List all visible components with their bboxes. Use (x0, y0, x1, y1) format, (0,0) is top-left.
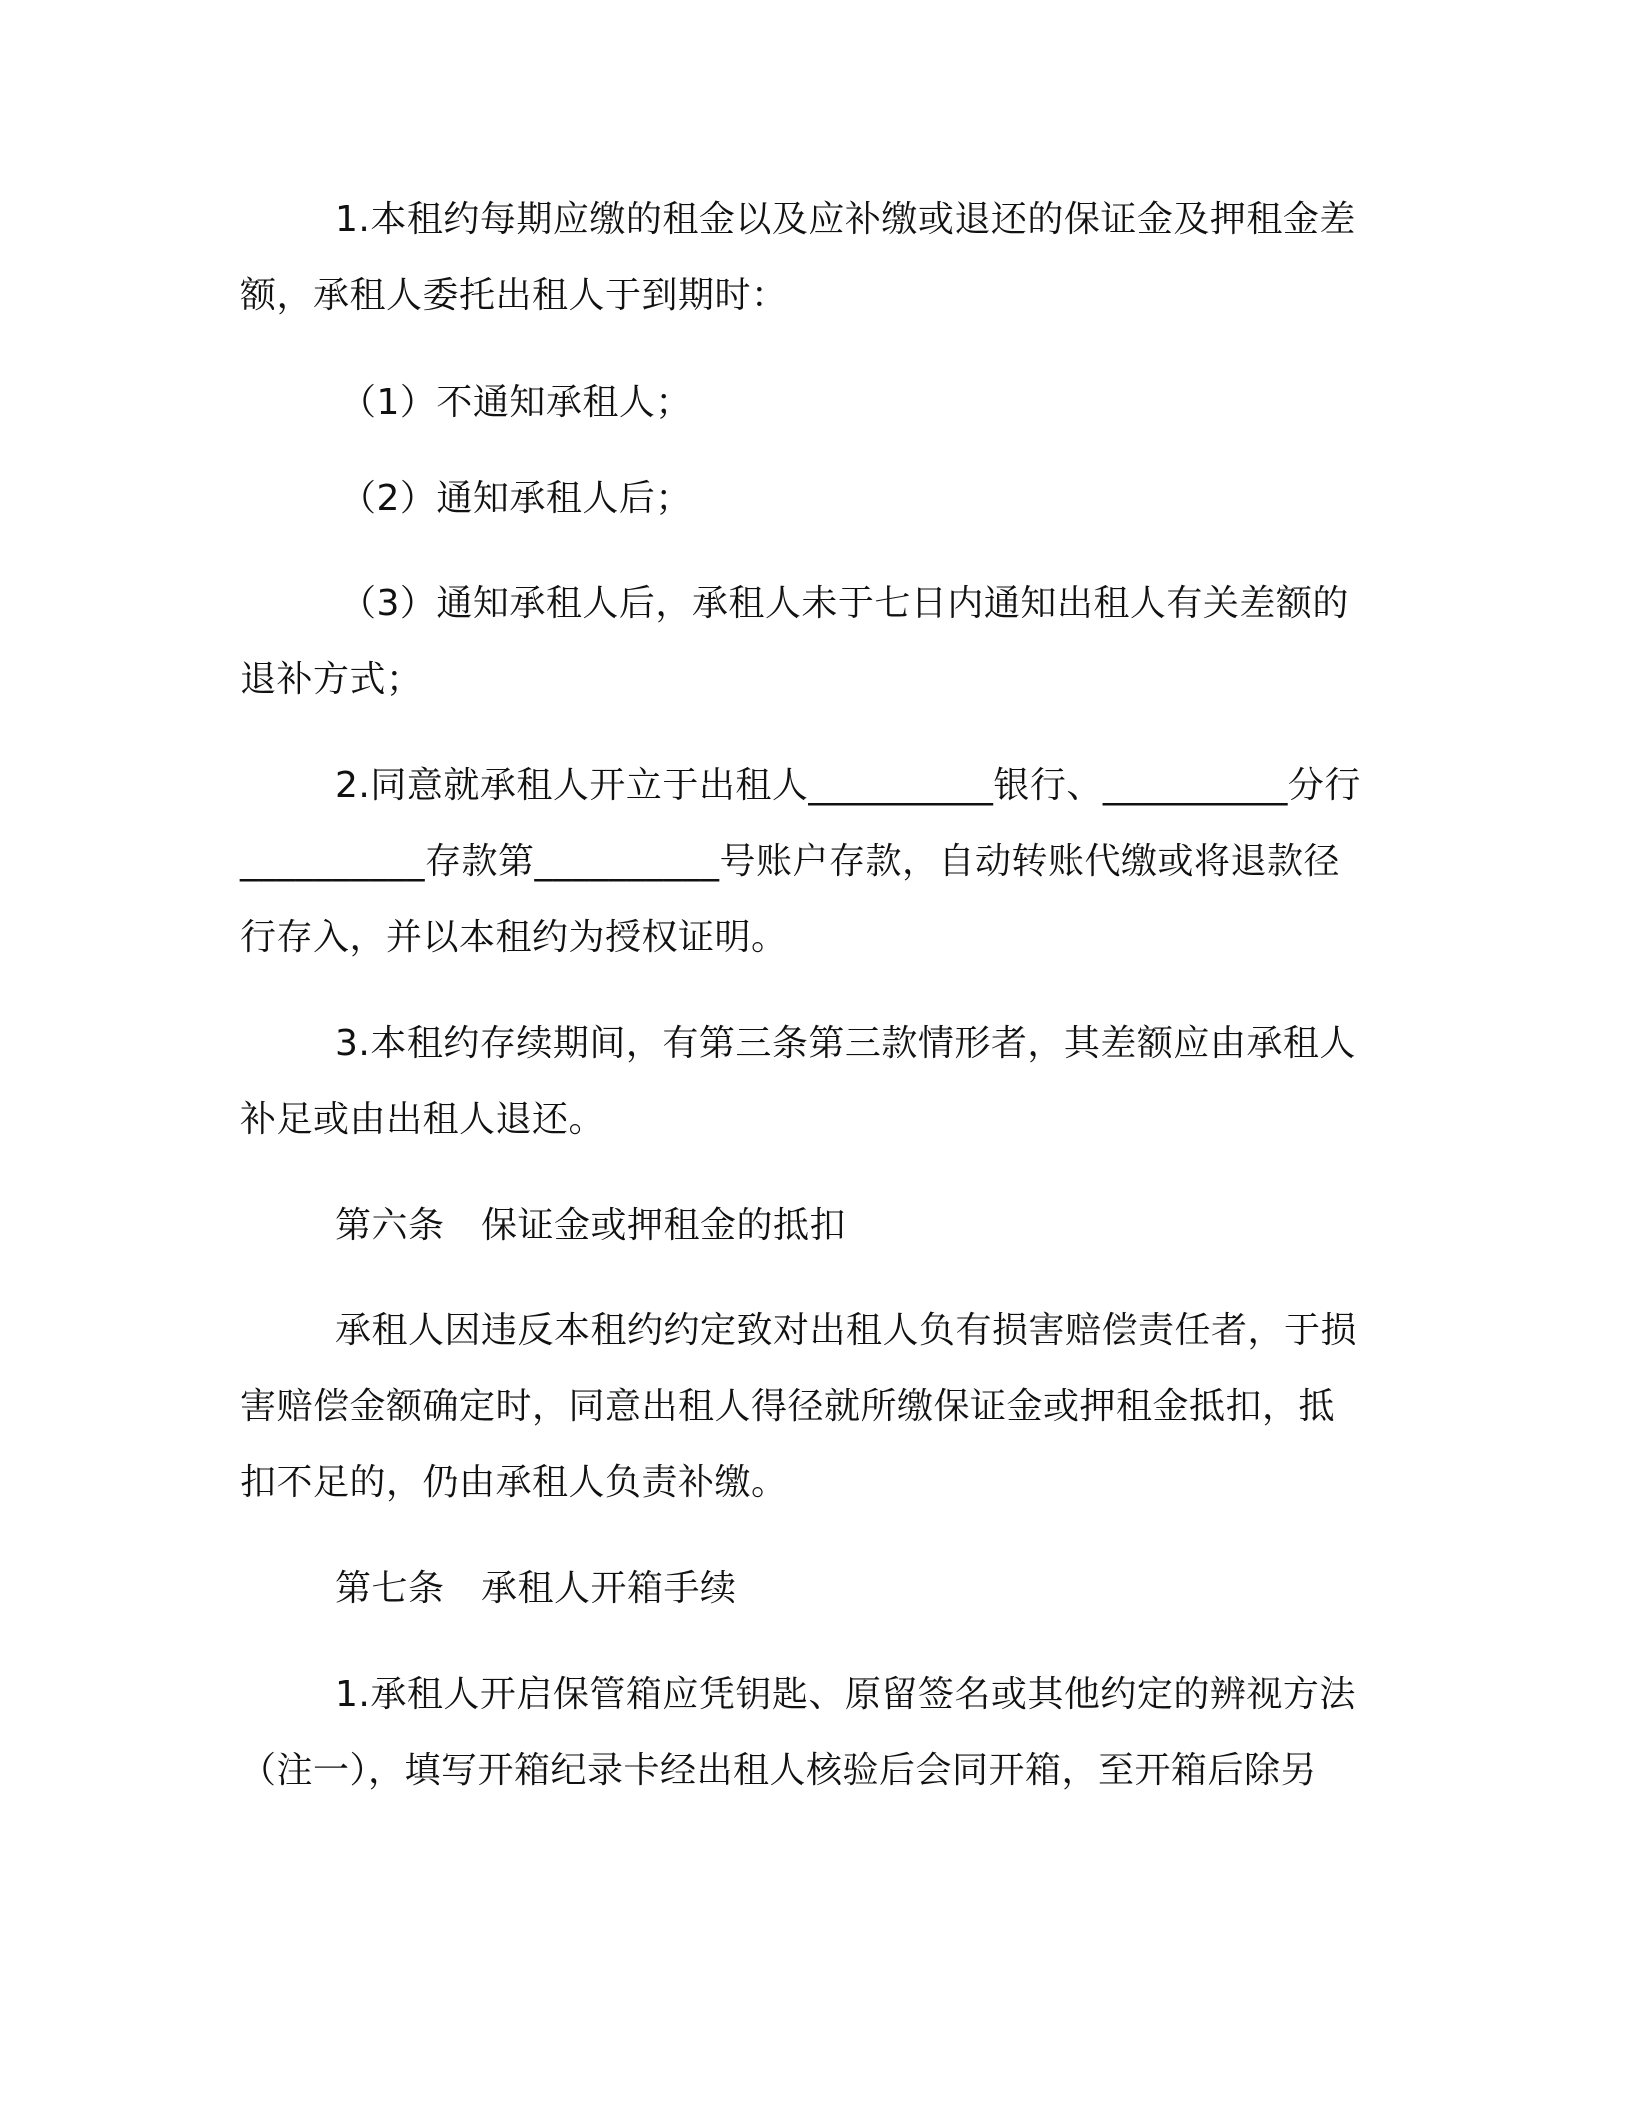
article-7-heading: 第七条 承租人开箱手续 (335, 1568, 737, 1609)
paragraph-2-line-1: （1）不通知承租人； (340, 382, 692, 423)
paragraph-10-line-2: （注一），填写开箱纪录卡经出租人核验后会同开箱，至开箱后除另 (240, 1750, 1318, 1791)
paragraph-4-line-2: 退补方式； (240, 659, 423, 700)
paragraph-5-line-1: 2.同意就承租人开立于出租人__________银行、__________分行 (335, 765, 1361, 806)
paragraph-5-line-2: __________存款第__________号账户存款，自动转账代缴或将退款径 (240, 841, 1341, 882)
paragraph-10-line-1: 1.承租人开启保管箱应凭钥匙、原留签名或其他约定的辨视方法 (335, 1674, 1356, 1715)
paragraph-8-line-1: 承租人因违反本租约约定致对出租人负有损害赔偿责任者，于损 (335, 1310, 1358, 1351)
paragraph-4-line-1: （3）通知承租人后，承租人未于七日内通知出租人有关差额的 (340, 583, 1349, 624)
article-6-heading: 第六条 保证金或押租金的抵扣 (335, 1205, 847, 1246)
paragraph-8-line-2: 害赔偿金额确定时，同意出租人得径就所缴保证金或押租金抵扣，抵 (240, 1386, 1336, 1427)
paragraph-1-line-1: 1.本租约每期应缴的租金以及应补缴或退还的保证金及押租金差 (335, 199, 1356, 240)
paragraph-5-line-3: 行存入，并以本租约为授权证明。 (240, 917, 788, 958)
paragraph-6-line-2: 补足或由出租人退还。 (240, 1099, 606, 1140)
paragraph-6-line-1: 3.本租约存续期间，有第三条第三款情形者，其差额应由承租人 (335, 1023, 1356, 1064)
paragraph-8-line-3: 扣不足的，仍由承租人负责补缴。 (240, 1462, 788, 1503)
paragraph-3-line-1: （2）通知承租人后； (340, 478, 692, 519)
paragraph-1-line-2: 额，承租人委托出租人于到期时： (240, 275, 788, 316)
